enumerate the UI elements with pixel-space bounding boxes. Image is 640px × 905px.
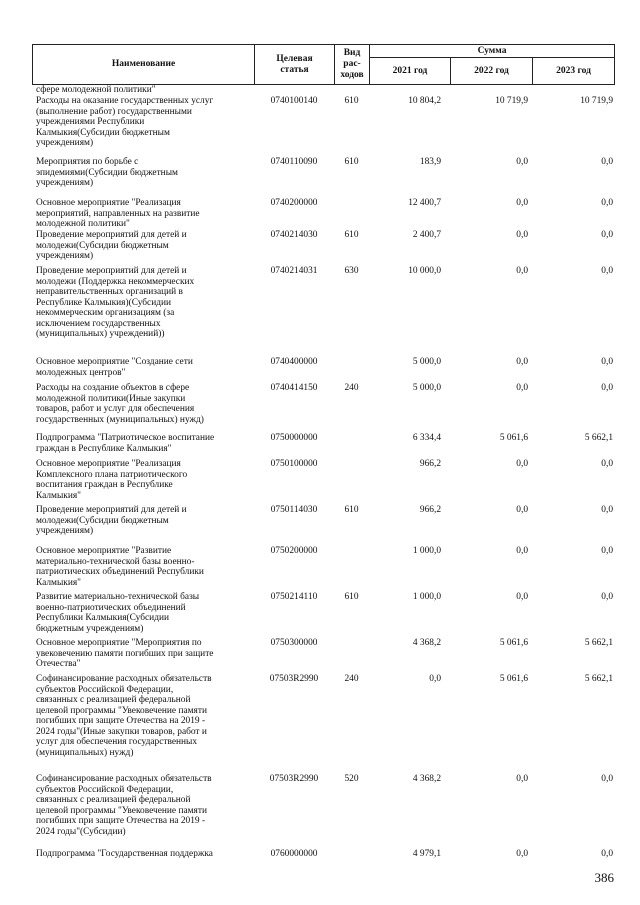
row-name: сфере молодежной политики" bbox=[36, 85, 156, 95]
row-value-2023: 0,0 bbox=[601, 357, 613, 367]
row-value-2022: 0,0 bbox=[516, 266, 528, 276]
row-name: Основное мероприятие "Развитие материально-технической базы военно- патриотических объединений Республики Калмыкия" bbox=[36, 546, 204, 588]
row-name: Расходы на оказание государственных услуг (выполнение работ) государственными учреждениями Республики Калмыкия(Субсидии бюджетным учреждениям) bbox=[36, 96, 214, 148]
row-value-2021: 2 400,7 bbox=[412, 230, 441, 240]
row-code: 0750000000 bbox=[270, 433, 318, 443]
row-code: 0740100140 bbox=[270, 96, 318, 106]
row-code: 07503R2990 bbox=[269, 674, 319, 684]
row-code: 0740200000 bbox=[270, 198, 318, 208]
row-value-2023: 0,0 bbox=[601, 266, 613, 276]
row-value-2021: 966,2 bbox=[419, 505, 441, 515]
row-value-2023: 0,0 bbox=[601, 505, 613, 515]
row-vid: 240 bbox=[344, 383, 359, 393]
row-name: Основное мероприятие "Реализация мероприятий, направленных на развитие молодежной политики" bbox=[36, 198, 200, 229]
row-value-2023: 5 662,1 bbox=[584, 433, 613, 443]
row-code: 0740214030 bbox=[270, 230, 318, 240]
row-vid: 610 bbox=[344, 157, 359, 167]
row-value-2021: 4 979,1 bbox=[412, 849, 441, 859]
row-name: Расходы на создание объектов в сфере молодежной политики(Иные закупки товаров, работ и услуг для обеспечения государственных (муниципальных) нужд) bbox=[36, 383, 204, 425]
row-value-2021: 10 804,2 bbox=[408, 96, 441, 106]
header-sum: Сумма bbox=[370, 45, 615, 58]
row-name: Проведение мероприятий для детей и молодежи(Субсидии бюджетным учреждениям) bbox=[36, 505, 187, 536]
row-vid: 630 bbox=[344, 266, 359, 276]
header-name: Наименование bbox=[33, 45, 255, 85]
row-code: 0740400000 bbox=[270, 357, 318, 367]
row-value-2022: 0,0 bbox=[516, 198, 528, 208]
row-value-2021: 10 000,0 bbox=[408, 266, 441, 276]
row-name: Основное мероприятие "Создание сети молодежных центров" bbox=[36, 357, 193, 378]
row-vid: 610 bbox=[344, 592, 359, 602]
row-value-2022: 5 061,6 bbox=[499, 638, 528, 648]
row-value-2022: 0,0 bbox=[516, 157, 528, 167]
row-value-2021: 183,9 bbox=[419, 157, 441, 167]
row-name: Софинансирование расходных обязательств субъектов Российской Федерации, связанных с реализацией федеральной целевой программы "Увековечение памяти погибших при защите Отечества на 2019 - 2024 годы"(Субсидии) bbox=[36, 774, 212, 837]
row-value-2023: 0,0 bbox=[601, 383, 613, 393]
row-name: Мероприятия по борьбе с эпидемиями(Субсидии бюджетным учреждениям) bbox=[36, 157, 178, 188]
header-2023: 2023 год bbox=[533, 58, 615, 85]
row-name: Подпрограмма "Патриотическое воспитание граждан в Республике Калмыкия" bbox=[36, 433, 215, 454]
row-name: Софинансирование расходных обязательств субъектов Российской Федерации, связанных с реализацией федеральной целевой программы "Увековечение памяти погибших при защите Отечества на 2019 - 2024 годы"(Иные закупки товаров, работ и услуг для обеспечения государственных (муниципальных) нужд) bbox=[36, 674, 212, 758]
row-value-2022: 0,0 bbox=[516, 357, 528, 367]
row-value-2022: 10 719,9 bbox=[495, 96, 528, 106]
row-code: 0760000000 bbox=[270, 849, 318, 859]
row-name: Основное мероприятие "Реализация Комплексного плана патриотического воспитания граждан в Республике Калмыкия" bbox=[36, 459, 188, 501]
header-code: Целевая статья bbox=[255, 45, 335, 85]
row-code: 07503R2990 bbox=[269, 774, 319, 784]
row-vid: 610 bbox=[344, 96, 359, 106]
row-value-2023: 0,0 bbox=[601, 774, 613, 784]
row-code: 0740110090 bbox=[270, 157, 318, 167]
row-value-2021: 5 000,0 bbox=[412, 357, 441, 367]
row-name: Развитие материально-технической базы военно-патриотических объединений Республики Калмыкия(Субсидии бюджетным учреждениям) bbox=[36, 592, 200, 634]
row-value-2023: 0,0 bbox=[601, 849, 613, 859]
row-value-2021: 4 368,2 bbox=[412, 638, 441, 648]
row-value-2023: 5 662,1 bbox=[584, 674, 613, 684]
row-value-2021: 1 000,0 bbox=[412, 546, 441, 556]
row-value-2021: 6 334,4 bbox=[412, 433, 441, 443]
row-code: 0740414150 bbox=[270, 383, 318, 393]
page-number: 386 bbox=[594, 870, 614, 885]
row-value-2022: 0,0 bbox=[516, 592, 528, 602]
row-value-2023: 0,0 bbox=[601, 459, 613, 469]
row-code: 0750114030 bbox=[270, 505, 318, 515]
row-value-2023: 0,0 bbox=[601, 157, 613, 167]
row-name: Подпрограмма "Государственная поддержка bbox=[36, 849, 213, 859]
row-value-2022: 0,0 bbox=[516, 230, 528, 240]
header-2022: 2022 год bbox=[451, 58, 533, 85]
row-value-2023: 0,0 bbox=[601, 592, 613, 602]
row-value-2022: 0,0 bbox=[516, 774, 528, 784]
row-code: 0750200000 bbox=[270, 546, 318, 556]
row-vid: 240 bbox=[344, 674, 359, 684]
row-code: 0750300000 bbox=[270, 638, 318, 648]
row-value-2022: 0,0 bbox=[516, 546, 528, 556]
row-value-2021: 5 000,0 bbox=[412, 383, 441, 393]
row-value-2021: 0,0 bbox=[429, 674, 441, 684]
row-value-2022: 0,0 bbox=[516, 849, 528, 859]
row-value-2022: 0,0 bbox=[516, 459, 528, 469]
row-value-2021: 966,2 bbox=[419, 459, 441, 469]
header-2021: 2021 год bbox=[370, 58, 451, 85]
row-value-2023: 10 719,9 bbox=[580, 96, 613, 106]
table-header bbox=[32, 44, 615, 85]
row-vid: 610 bbox=[344, 230, 359, 240]
row-value-2023: 0,0 bbox=[601, 546, 613, 556]
row-name: Проведение мероприятий для детей и молодежи (Поддержка некоммерческих неправительственных организаций в Республике Калмыкия)(Субсидии некоммерческим организациям (за исключением государственных (муниципальных) учреждений)) bbox=[36, 266, 195, 339]
row-value-2021: 1 000,0 bbox=[412, 592, 441, 602]
row-code: 0750214110 bbox=[270, 592, 318, 602]
row-value-2021: 4 368,2 bbox=[412, 774, 441, 784]
row-code: 0750100000 bbox=[270, 459, 318, 469]
row-value-2022: 0,0 bbox=[516, 505, 528, 515]
row-value-2023: 5 662,1 bbox=[584, 638, 613, 648]
row-value-2023: 0,0 bbox=[601, 230, 613, 240]
row-vid: 610 bbox=[344, 505, 359, 515]
row-name: Основное мероприятие "Мероприятия по увековечению памяти погибших при защите Отечества" bbox=[36, 638, 214, 669]
row-value-2023: 0,0 bbox=[601, 198, 613, 208]
row-value-2021: 12 400,7 bbox=[408, 198, 441, 208]
row-code: 0740214031 bbox=[270, 266, 318, 276]
row-value-2022: 0,0 bbox=[516, 383, 528, 393]
row-value-2022: 5 061,6 bbox=[499, 433, 528, 443]
row-name: Проведение мероприятий для детей и молодежи(Субсидии бюджетным учреждениям) bbox=[36, 230, 187, 261]
row-vid: 520 bbox=[344, 774, 359, 784]
row-value-2022: 5 061,6 bbox=[499, 674, 528, 684]
header-vid: Вид рас- ходов bbox=[335, 45, 370, 85]
